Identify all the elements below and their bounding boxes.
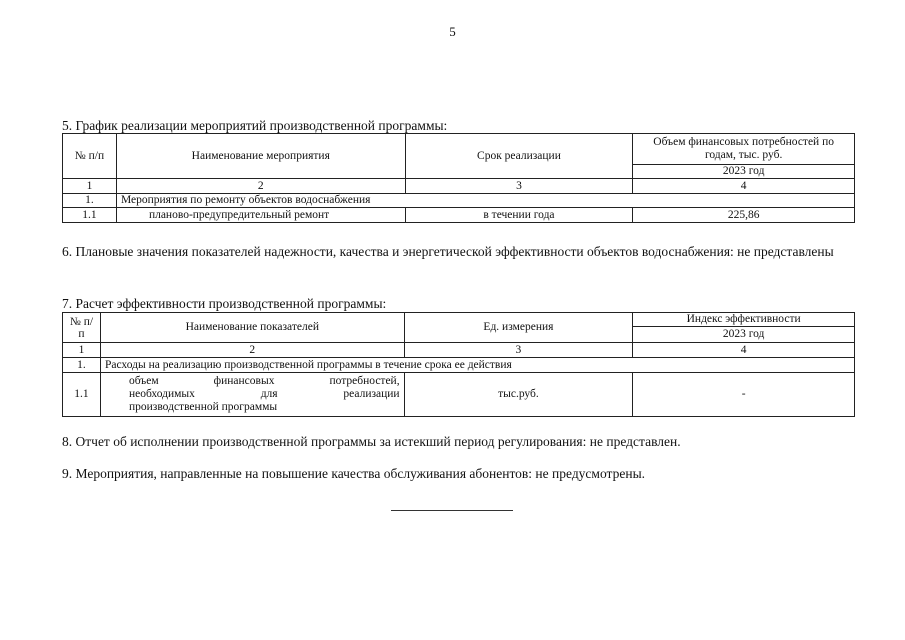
table-row	[63, 373, 855, 417]
row-num: 1.1	[63, 208, 117, 223]
header-indicator-name: Наименование показателей	[100, 313, 404, 343]
row-indicator-line: необходимых для реализации	[128, 388, 400, 400]
header-year: 2023 год	[633, 165, 855, 179]
closing-divider	[391, 510, 513, 511]
row-activity: планово-предупредительный ремонт	[116, 208, 405, 223]
group-label: Мероприятия по ремонту объектов водоснабжения	[116, 194, 854, 208]
group-num: 1.	[63, 358, 101, 373]
section-5-title: 5. График реализации мероприятий производственной программы:	[62, 118, 448, 133]
section-6-text: 6. Плановые значения показателей надежности, качества и энергетической эффективности объектов водоснабжения: не представлены	[62, 244, 834, 259]
group-row	[63, 358, 855, 373]
index-cell: 1	[63, 179, 117, 194]
row-unit: тыс.руб.	[404, 373, 633, 417]
index-cell: 2	[116, 179, 405, 194]
row-indicator-line: объем финансовых потребностей,	[128, 375, 400, 387]
header-financial-volume: Объем финансовых потребностей по годам, тыс. руб.	[633, 134, 855, 165]
row-term: в течении года	[405, 208, 633, 223]
index-cell: 2	[100, 343, 404, 358]
efficiency-table	[62, 312, 855, 417]
group-row	[63, 194, 855, 208]
row-value: 225,86	[633, 208, 855, 223]
header-num: № п/п	[63, 134, 117, 179]
index-cell: 3	[404, 343, 633, 358]
index-cell: 1	[63, 343, 101, 358]
header-year: 2023 год	[633, 327, 855, 343]
index-row	[63, 179, 855, 194]
group-num: 1.	[63, 194, 117, 208]
index-cell: 4	[633, 179, 855, 194]
page-number: 5	[449, 24, 456, 39]
index-row	[63, 343, 855, 358]
schedule-table	[62, 133, 855, 223]
index-cell: 3	[405, 179, 633, 194]
row-value: -	[633, 373, 855, 417]
section-7-title: 7. Расчет эффективности производственной программы:	[62, 296, 387, 311]
header-efficiency-index: Индекс эффективности	[633, 313, 855, 327]
row-indicator-line: производственной программы	[128, 401, 278, 413]
index-cell: 4	[633, 343, 855, 358]
header-num: № п/п	[63, 313, 101, 343]
header-term: Срок реализации	[405, 134, 633, 179]
table-row	[63, 208, 855, 223]
row-indicator-name	[100, 373, 404, 417]
section-9-text: 9. Мероприятия, направленные на повышение качества обслуживания абонентов: не предусмотрены.	[62, 466, 646, 481]
group-label: Расходы на реализацию производственной программы в течение срока ее действия	[100, 358, 854, 373]
header-activity-name: Наименование мероприятия	[116, 134, 405, 179]
section-8-text: 8. Отчет об исполнении производственной программы за истекший период регулирования: не представлен.	[62, 434, 681, 449]
row-num: 1.1	[63, 373, 101, 417]
header-unit: Ед. измерения	[404, 313, 633, 343]
